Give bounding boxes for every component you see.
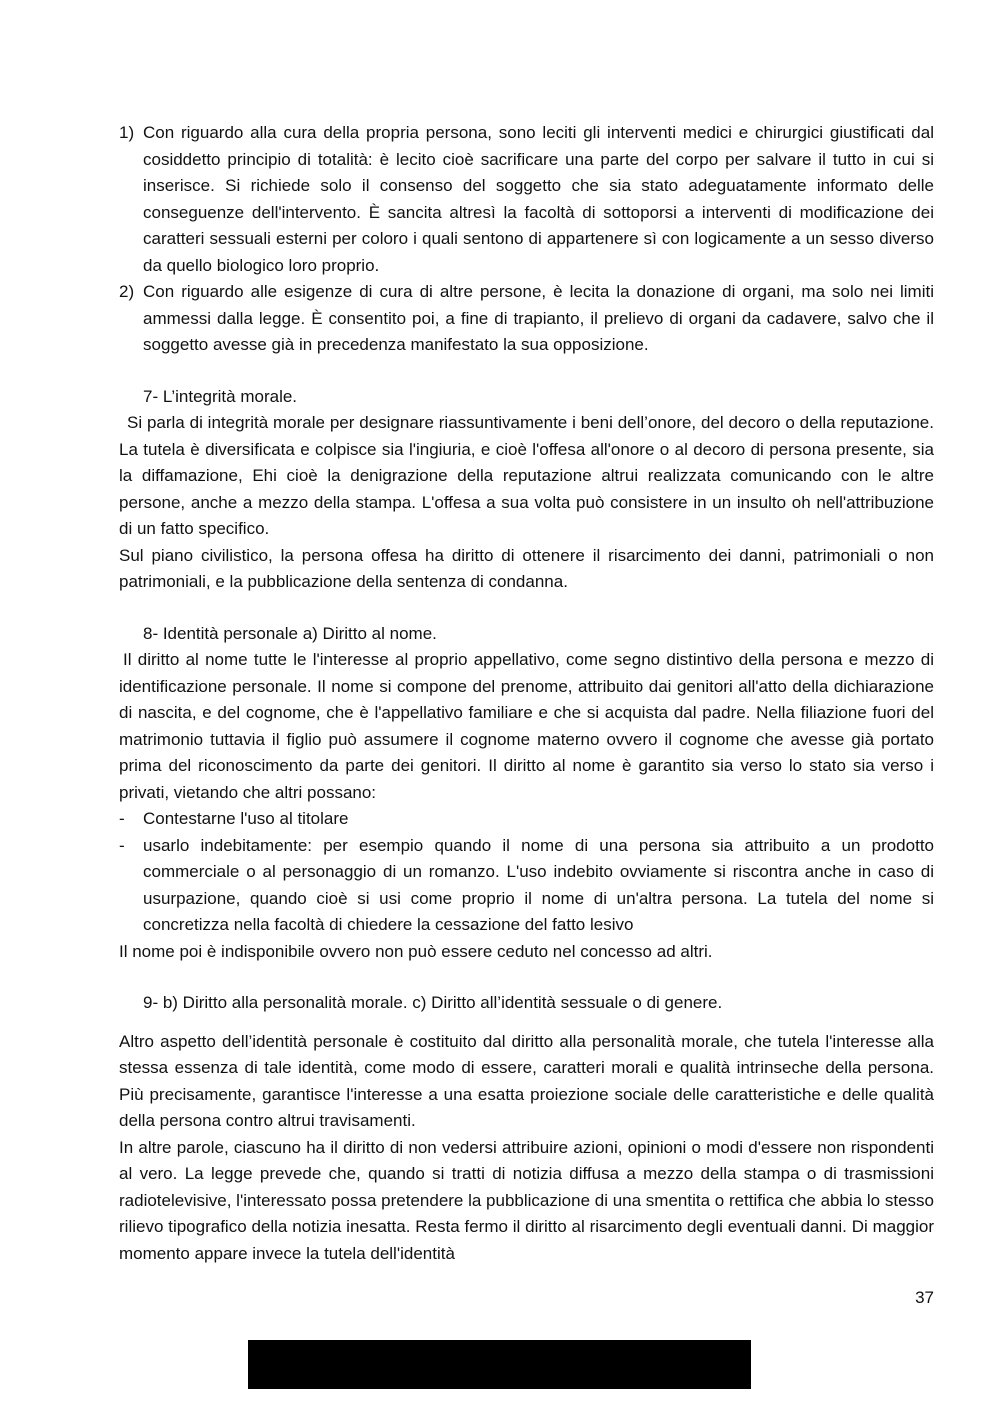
list-item <box>119 120 934 279</box>
section-heading: 7- L’integrità morale. <box>143 386 298 406</box>
spacer <box>119 596 934 621</box>
list-text: usarlo indebitamente: per esempio quando il nome di una persona sia attribuito a un prodotto commerciale o al personaggio di un romanzo. L'uso indebito ovviamente si riscontra anche in caso di usurpazione, quando cioè si usi come proprio il nome di un'altra persona. La tutela del nome si concretizza nella facoltà di chiedere la cessazione del fatto lesivo <box>143 835 934 934</box>
paragraph: In altre parole, ciascuno ha il diritto di non vedersi attribuire azioni, opinioni o modi d'essere non rispondenti al vero. La legge prevede che, quando si tratti di notizia diffusa a mezzo della stampa o di trasmissioni radiotelevisive, l'interessato possa pretendere la pubblicazione di una smentita o rettifica che abbia lo stesso rilievo tipografico della notizia inesatta. Resta fermo il diritto al risarcimento degli eventuali danni. Di maggior momento appare invece la tutela dell'identità <box>119 1137 934 1263</box>
list-marker: - <box>119 835 125 855</box>
list-marker: 2) <box>119 282 135 301</box>
page-content <box>119 120 934 1267</box>
section-heading: 8- Identità personale a) Diritto al nome. <box>143 623 437 643</box>
list-item <box>119 279 934 359</box>
list-item <box>119 833 934 939</box>
paragraph: Il nome poi è indisponibile ovvero non può essere ceduto nel concesso ad altri. <box>119 941 713 961</box>
paragraph: Si parla di integrità morale per designare riassuntivamente i beni dell’onore, del decoro o della reputazione. La tutela è diversificata e colpisce sia l'ingiuria, e cioè l'offesa all'onore o al decoro di persona presente, sia la diffamazione, Ehi cioè la denigrazione della reputazione altrui realizzata comunicando con le altre persone, anche a mezzo della stampa. L'offesa a sua volta può consistere in un insulto oh nell'attribuzione di un fatto specifico. <box>119 413 934 538</box>
paragraph: Il diritto al nome tutte le l'interesse al proprio appellativo, come segno distintivo della persona e mezzo di identificazione personale. Il nome si compone del prenome, attribuito dai genitori all'atto della dichiarazione di nascita, e del cognome, che è l'appellativo familiare e che si acquista dal padre. Nella filiazione fuori del matrimonio tuttavia il figlio può assumere il cognome materno ovvero il cognome che avesse già portato prima del riconoscimento da parte dei genitori. Il diritto al nome è garantito sia verso lo stato sia verso i privati, vietando che altri possano: <box>119 650 934 802</box>
list-text: Contestarne l'uso al titolare <box>143 809 349 828</box>
list-text: Con riguardo alla cura della propria persona, sono leciti gli interventi medici e chirurgici giustificati dal cosiddetto principio di totalità: è lecito cioè sacrificare una parte del corpo per salvare il tutto in cui si inserisce. Si richiede solo il consenso del soggetto che sia stato adeguatamente informato delle conseguenze dell'intervento. È sancita altresì la facoltà di sottoporsi a interventi di modificazione dei caratteri sessuali esterni per coloro i quali sentono di appartenere sì con logicamente a un sesso diverso da quello biologico loro proprio. <box>143 123 934 275</box>
section-heading: 9- b) Diritto alla personalità morale. c) Diritto all’identità sessuale o di genere. <box>143 993 723 1012</box>
list-marker: - <box>119 809 125 828</box>
spacer <box>119 965 934 990</box>
page-number: 37 <box>915 1288 934 1307</box>
paragraph: Sul piano civilistico, la persona offesa ha diritto di ottenere il risarcimento dei danni, patrimoniali o non patrimoniali, e la pubblicazione della sentenza di condanna. <box>119 545 934 591</box>
paragraph: Altro aspetto dell’identità personale è costituito dal diritto alla personalità morale, che tutela l'interesse alla stessa essenza di tale identità, come modo di essere, caratteri morali e qualità intrinseche della persona. Più precisamente, garantisce l'interesse a una esatta proiezione sociale delle caratteristiche e delle qualità della persona contro altrui travisamenti. <box>119 1031 934 1130</box>
list-marker: 1) <box>119 123 135 142</box>
footer-redaction-bar <box>248 1340 751 1389</box>
list-item <box>119 806 934 833</box>
spacer <box>119 1017 934 1029</box>
spacer <box>119 359 934 384</box>
list-text: Con riguardo alle esigenze di cura di altre persone, è lecita la donazione di organi, ma solo nei limiti ammessi dalla legge. È consentito poi, a fine di trapianto, il prelievo di organi da cadavere, salvo che il soggetto avesse già in precedenza manifestato la sua opposizione. <box>143 282 934 354</box>
